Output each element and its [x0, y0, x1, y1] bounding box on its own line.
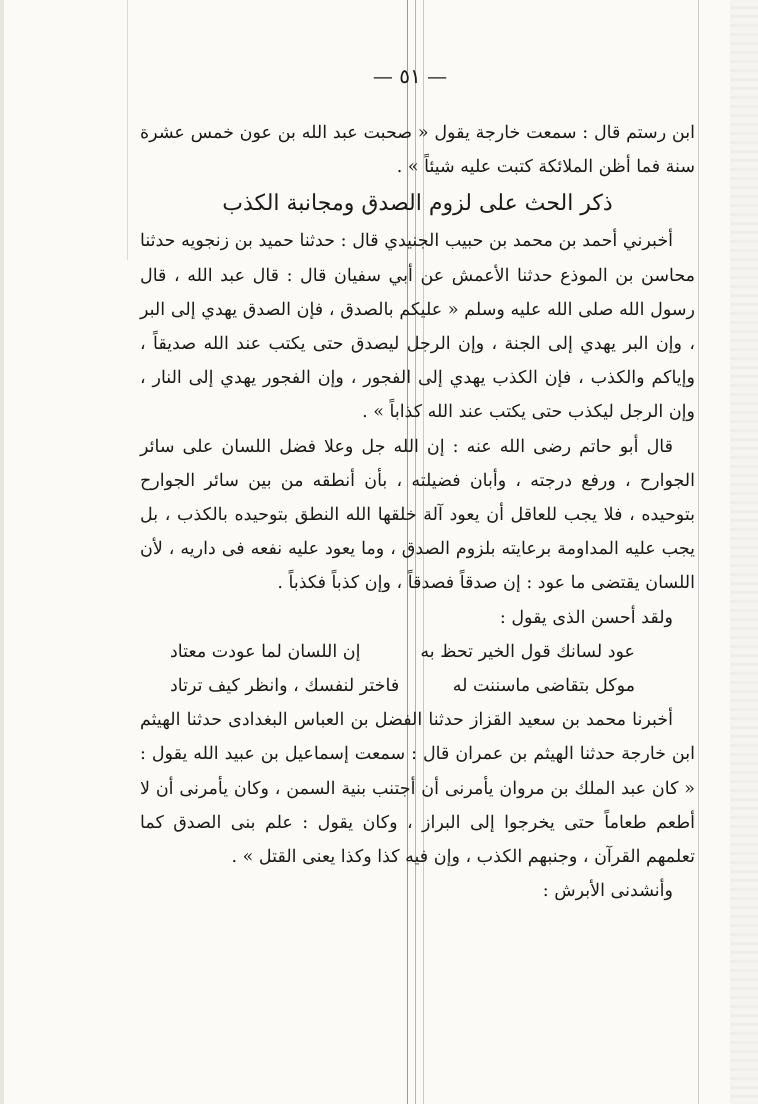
verse-second-hemistich: فاختر لنفسك ، وانظر كيف ترتاد — [170, 676, 400, 697]
page-body — [140, 116, 695, 908]
verse-first-hemistich: موكل بتقاضى ماسننت له — [452, 676, 635, 697]
page-number: — ٥١ — — [372, 64, 448, 88]
scan-line-right — [698, 0, 699, 1104]
paragraph: ابن رستم قال : سمعت خارجة يقول « صحبت عبد الله بن عون خمس عشرة سنة فما أظن الملائكة كتبت عليه شيئاً » . — [140, 123, 695, 178]
section-heading: ذكر الحث على لزوم الصدق ومجانبة الكذب — [222, 191, 613, 217]
paragraph: قال أبو حاتم رضى الله عنه : إن الله جل وعلا فضل اللسان على سائر الجوارح ، ورفع درجته ، وأبان فضيلته ، بأن أنطقه من بين سائر الجوارح بتوحيده ، فلا يجب للعاقل أن يعود آلة خلقها الله النطق بتوحيده بالكذب ، بل يجب عليه المداومة برعايته بلزوم الصدق ، وما يعود عليه نفعه فى داريه ، لأن اللسان يقتضى ما عود : إن صدقاً فصدقاً ، وإن كذباً فكذباً . — [140, 436, 695, 594]
scan-line-left — [127, 0, 128, 260]
paragraph: أخبرني أحمد بن محمد بن حبيب الجنيدي قال : حدثنا حميد بن زنجويه حدثنا محاسن بن الموذع حدثنا الأعمش عن أبي سفيان قال : قال عبد الله ، قال رسول الله صلى الله عليه وسلم « عليكم بالصدق ، فإن الصدق يهدي إلى البر ، وإن البر يهدي إلى الجنة ، وإن الرجل ليصدق حتى يكتب عند الله صديقاً ، وإياكم والكذب ، فإن الكذب يهدي إلى الفجور ، وإن الفجور يهدي إلى النار ، وإن الرجل ليكذب حتى يكتب عند الله كذاباً » . — [140, 231, 695, 423]
verse-first-hemistich: عود لسانك قول الخير تحظ به — [420, 641, 635, 662]
paragraph: وأنشدنى الأبرش : — [542, 881, 673, 902]
poem-verse — [140, 635, 695, 669]
paragraph: أخبرنا محمد بن سعيد القزاز حدثنا الفضل بن العباس البغدادى حدثنا الهيثم ابن خارجة حدثنا الهيثم بن عمران قال : سمعت إسماعيل بن عبيد الله يقول : « كان عبد الملك بن مروان يأمرنى أن أجتنب بنية السمن ، وكان يأمرنى أن لا أطعم طعاماً حتى يخرجوا إلى البراز ، وكان يقول : علم بنى الصدق كما تعلمهم القرآن ، وجنبهم الكذب ، وإن فيه كذا وكذا يعنى القتل » . — [140, 710, 695, 868]
poem-verse — [140, 669, 695, 703]
paragraph: ولقد أحسن الذى يقول : — [499, 607, 673, 628]
page-edge — [0, 0, 4, 1104]
verse-second-hemistich: إن اللسان لما عودت معتاد — [170, 641, 361, 662]
page-edge-speckle — [730, 0, 758, 1104]
